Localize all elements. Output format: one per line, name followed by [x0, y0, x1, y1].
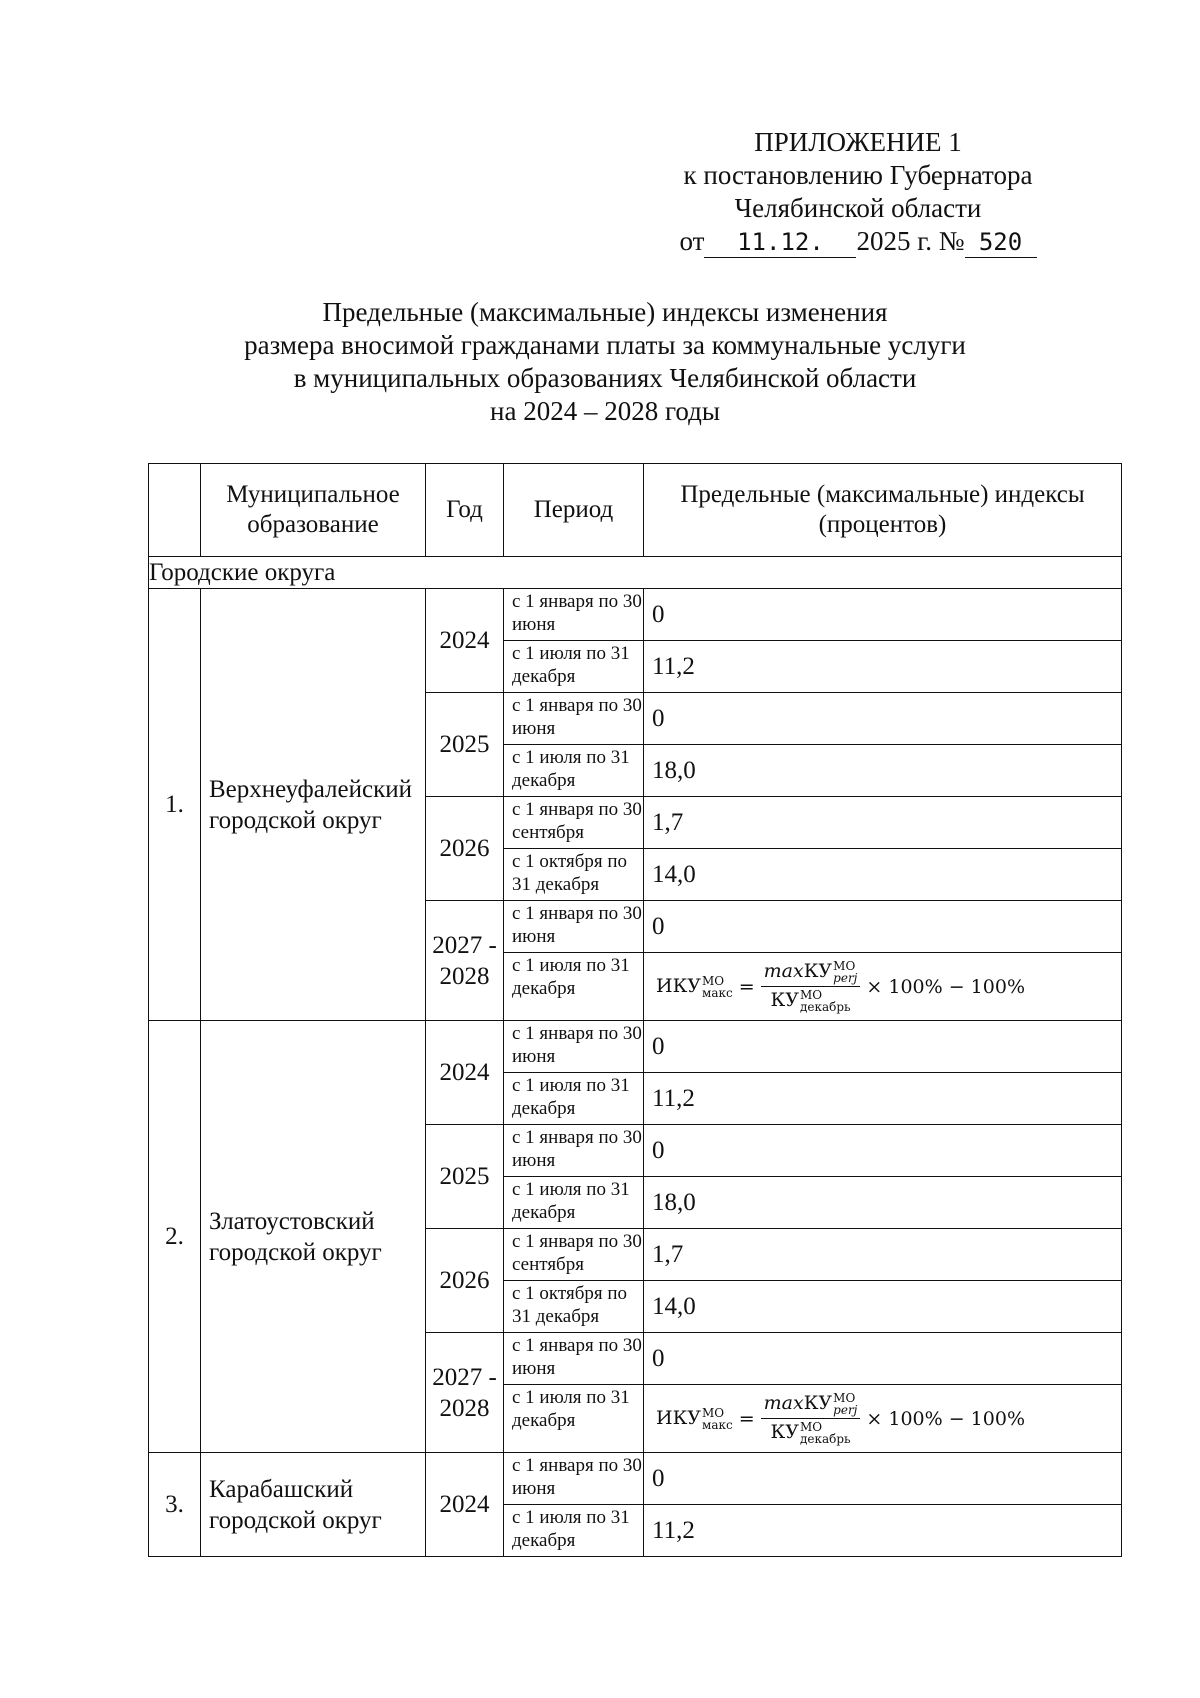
- period-cell: с 1 октября по 31 декабря: [504, 1281, 644, 1333]
- year-cell: 2024: [426, 589, 504, 693]
- period-cell: с 1 января по 30 июня: [504, 1125, 644, 1177]
- index-value: 11,2: [644, 641, 1122, 693]
- index-value: 0: [644, 1021, 1122, 1073]
- formula-den-sup: МО: [799, 1420, 823, 1434]
- period-cell: с 1 июля по 31 декабря: [504, 745, 644, 797]
- row-number: 2.: [149, 1021, 201, 1453]
- index-value: 0: [644, 1453, 1122, 1505]
- formula-tail: × 100% − 100%: [866, 975, 1026, 998]
- formula-num-scripts: [833, 1392, 857, 1416]
- index-value: 11,2: [644, 1505, 1122, 1557]
- year-cell: 2026: [426, 797, 504, 901]
- period-cell: с 1 января по 30 сентября: [504, 797, 644, 849]
- period-cell: с 1 июля по 31 декабря: [504, 1073, 644, 1125]
- year-cell: 2027 - 2028: [426, 1333, 504, 1453]
- period-cell: с 1 января по 30 июня: [504, 589, 644, 641]
- formula-lhs-scripts: [702, 1407, 733, 1431]
- formula-denominator: [768, 987, 854, 1013]
- formula-eq: =: [738, 975, 755, 998]
- formula-max: max: [763, 960, 804, 982]
- appendix-header: [660, 126, 1056, 258]
- formula-eq: =: [738, 1407, 755, 1430]
- year-cell: 2024: [426, 1021, 504, 1125]
- index-value: 14,0: [644, 849, 1122, 901]
- formula-lhs-main: ИКУ: [656, 1406, 702, 1429]
- formula-den-scripts: [800, 989, 851, 1013]
- formula-den-scripts: [800, 1421, 851, 1445]
- table-row: [149, 1453, 1122, 1505]
- formula-lhs: [656, 975, 733, 999]
- formula-num-sub: perj: [833, 971, 858, 985]
- index-value: 18,0: [644, 745, 1122, 797]
- period-cell: с 1 июля по 31 декабря: [504, 1505, 644, 1557]
- period-cell: с 1 июля по 31 декабря: [504, 641, 644, 693]
- resolution-date: 11.12.: [704, 227, 856, 258]
- formula: [652, 1392, 1121, 1445]
- col-header-period: Период: [504, 464, 644, 557]
- formula-lhs: [656, 1407, 733, 1431]
- municipality-name: Карабашский городской округ: [201, 1453, 426, 1557]
- formula-denominator: [768, 1419, 854, 1445]
- appendix-date-line: [660, 225, 1056, 258]
- formula-max: max: [763, 1392, 804, 1414]
- title-line-2: размера вносимой гражданами платы за коммунальные услуги: [244, 330, 966, 360]
- period-cell: с 1 января по 30 сентября: [504, 1229, 644, 1281]
- formula-lhs-sup: МО: [702, 973, 725, 988]
- index-value: 0: [644, 589, 1122, 641]
- from-prefix: от: [679, 226, 705, 256]
- period-cell: с 1 июля по 31 декабря: [504, 953, 644, 1021]
- index-value: 0: [644, 1333, 1122, 1385]
- index-value: 11,2: [644, 1073, 1122, 1125]
- formula-fraction: [761, 1392, 861, 1445]
- title-line-4: на 2024 – 2028 годы: [490, 396, 720, 426]
- index-value: [644, 1385, 1122, 1453]
- index-value: 0: [644, 693, 1122, 745]
- formula-den-main: КУ: [770, 1421, 799, 1443]
- year-cell: 2025: [426, 1125, 504, 1229]
- formula-fraction: [761, 960, 861, 1013]
- row-number: 3.: [149, 1453, 201, 1557]
- formula-lhs-main: ИКУ: [656, 974, 702, 997]
- col-header-number: [149, 464, 201, 557]
- formula-lhs-scripts: [702, 975, 733, 999]
- document-title: [150, 296, 1060, 428]
- period-cell: с 1 января по 30 июня: [504, 901, 644, 953]
- group-label: Городские округа: [149, 557, 1122, 589]
- period-cell: с 1 июля по 31 декабря: [504, 1177, 644, 1229]
- table-row: [149, 589, 1122, 641]
- formula-lhs-sub: макс: [702, 985, 733, 1000]
- appendix-title: ПРИЛОЖЕНИЕ 1: [754, 127, 962, 157]
- year-cell: 2024: [426, 1453, 504, 1557]
- appendix-region: Челябинской области: [734, 193, 982, 223]
- formula-numerator: [761, 960, 861, 987]
- formula-num-main: КУ: [803, 960, 833, 982]
- index-value: 1,7: [644, 797, 1122, 849]
- year-cell: 2027 - 2028: [426, 901, 504, 1021]
- index-value: 0: [644, 1125, 1122, 1177]
- index-value: 0: [644, 901, 1122, 953]
- title-line-1: Предельные (максимальные) индексы изменения: [322, 297, 888, 327]
- municipality-name: Златоустовский городской округ: [201, 1021, 426, 1453]
- table-row: [149, 1021, 1122, 1073]
- formula-num-sup: МО: [833, 959, 856, 973]
- period-cell: с 1 января по 30 июня: [504, 1021, 644, 1073]
- resolution-number: 520: [965, 227, 1037, 258]
- formula-lhs-sub: макс: [702, 1417, 733, 1432]
- formula: [652, 960, 1121, 1013]
- indices-table: [148, 463, 1122, 1557]
- group-row: [149, 557, 1122, 589]
- index-value: 14,0: [644, 1281, 1122, 1333]
- period-cell: с 1 января по 30 июня: [504, 693, 644, 745]
- index-value: 18,0: [644, 1177, 1122, 1229]
- col-header-municipality: Муниципальное образование: [201, 464, 426, 557]
- formula-den-sub: декабрь: [799, 1000, 851, 1014]
- table-header-row: [149, 464, 1122, 557]
- municipality-name: Верхнеуфалейский городской округ: [201, 589, 426, 1021]
- formula-num-sup: МО: [833, 1391, 856, 1405]
- formula-tail: × 100% − 100%: [866, 1407, 1026, 1430]
- period-cell: с 1 января по 30 июня: [504, 1453, 644, 1505]
- formula-num-scripts: [833, 960, 857, 984]
- appendix-resolution: к постановлению Губернатора: [683, 160, 1033, 190]
- period-cell: с 1 октября по 31 декабря: [504, 849, 644, 901]
- formula-den-sup: МО: [799, 988, 823, 1002]
- row-number: 1.: [149, 589, 201, 1021]
- index-value: 1,7: [644, 1229, 1122, 1281]
- formula-den-main: КУ: [770, 989, 799, 1011]
- col-header-year: Год: [426, 464, 504, 557]
- period-cell: с 1 июля по 31 декабря: [504, 1385, 644, 1453]
- year-cell: 2026: [426, 1229, 504, 1333]
- title-line-3: в муниципальных образованиях Челябинской области: [293, 363, 917, 393]
- year-cell: 2025: [426, 693, 504, 797]
- formula-lhs-sup: МО: [702, 1405, 725, 1420]
- formula-num-main: КУ: [803, 1392, 833, 1414]
- formula-numerator: [761, 1392, 861, 1419]
- formula-den-sub: декабрь: [799, 1432, 851, 1446]
- index-value: [644, 953, 1122, 1021]
- resolution-year: 2025 г. №: [856, 226, 965, 256]
- period-cell: с 1 января по 30 июня: [504, 1333, 644, 1385]
- formula-num-sub: perj: [833, 1403, 858, 1417]
- col-header-indices: Предельные (максимальные) индексы (процентов): [644, 464, 1122, 557]
